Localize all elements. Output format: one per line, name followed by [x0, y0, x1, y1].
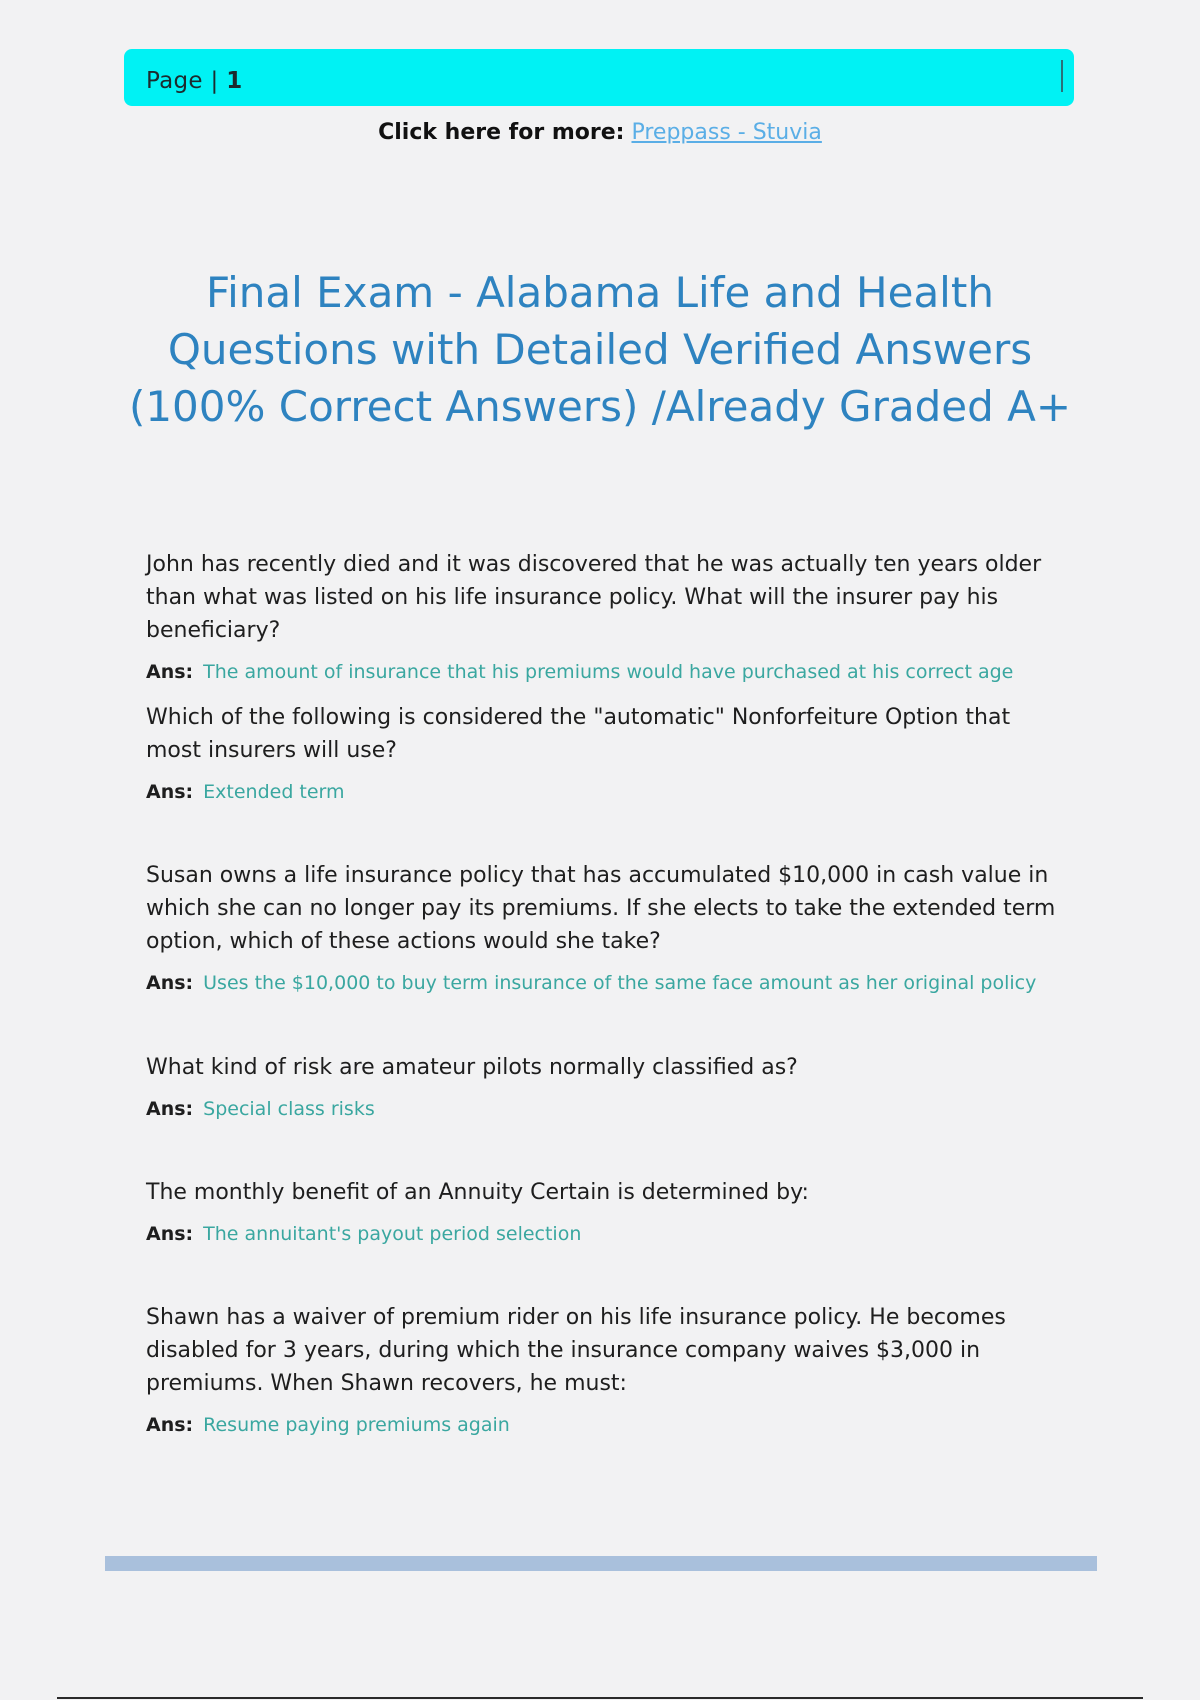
answer-label: Ans:: [146, 1098, 194, 1120]
qa-item: [146, 859, 1066, 1051]
footer-rule: [105, 1556, 1097, 1571]
answer-text: The amount of insurance that his premiums would have purchased at his correct age: [203, 661, 1014, 683]
page-number: 1: [226, 68, 243, 94]
question: Which of the following is considered the "automatic" Nonforfeiture Option that most insurers will use?: [146, 705, 1011, 763]
more-line: [0, 120, 1200, 145]
answer: [146, 1221, 1066, 1247]
qa-item: [146, 1301, 1066, 1438]
document-title: Final Exam - Alabama Life and Health Questions with Detailed Verified Answers (100% Correct Answers) /Already Graded A+: [128, 268, 1072, 431]
answer: [146, 1412, 1066, 1438]
qa-item: [146, 1051, 1066, 1176]
answer-text: Uses the $10,000 to buy term insurance of the same face amount as her original policy: [203, 972, 1037, 994]
preppass-stuvia-link[interactable]: Preppass - Stuvia: [631, 120, 822, 145]
question: What kind of risk are amateur pilots normally classified as?: [146, 1055, 798, 1080]
answer-label: Ans:: [146, 661, 194, 683]
qa-item: [146, 548, 1066, 701]
question: Shawn has a waiver of premium rider on his life insurance policy. He becomes disabled for 3 years, during which the insurance company waives $3,000 in premiums. When Shawn recovers, he must:: [146, 1305, 1006, 1396]
answer-text: Special class risks: [203, 1098, 375, 1120]
page-label: [146, 68, 243, 94]
answer-text: The annuitant's payout period selection: [203, 1223, 582, 1245]
page-word: Page: [146, 68, 203, 94]
answer: [146, 659, 1066, 685]
answer-label: Ans:: [146, 1223, 194, 1245]
answer: [146, 1096, 1066, 1122]
qa-item: [146, 1176, 1066, 1301]
more-label: Click here for more:: [378, 120, 625, 145]
question: The monthly benefit of an Annuity Certain is determined by:: [146, 1180, 809, 1205]
page-header-banner: [124, 49, 1074, 106]
bottom-divider: [57, 1697, 1143, 1699]
qa-item: [146, 701, 1066, 859]
answer-text: Resume paying premiums again: [203, 1414, 510, 1436]
answer-label: Ans:: [146, 1414, 194, 1436]
answer-label: Ans:: [146, 972, 194, 994]
answer-label: Ans:: [146, 781, 194, 803]
qa-list: [146, 548, 1066, 1438]
answer: [146, 779, 1066, 805]
answer: [146, 970, 1066, 996]
page-separator: |: [210, 68, 219, 94]
answer-text: Extended term: [203, 781, 345, 803]
banner-divider: [1061, 60, 1063, 92]
question: Susan owns a life insurance policy that has accumulated $10,000 in cash value in which she can no longer pay its premiums. If she elects to take the extended term option, which of these actions would she take?: [146, 863, 1056, 954]
question: John has recently died and it was discovered that he was actually ten years older than what was listed on his life insurance policy. What will the insurer pay his beneficiary?: [146, 552, 1042, 643]
